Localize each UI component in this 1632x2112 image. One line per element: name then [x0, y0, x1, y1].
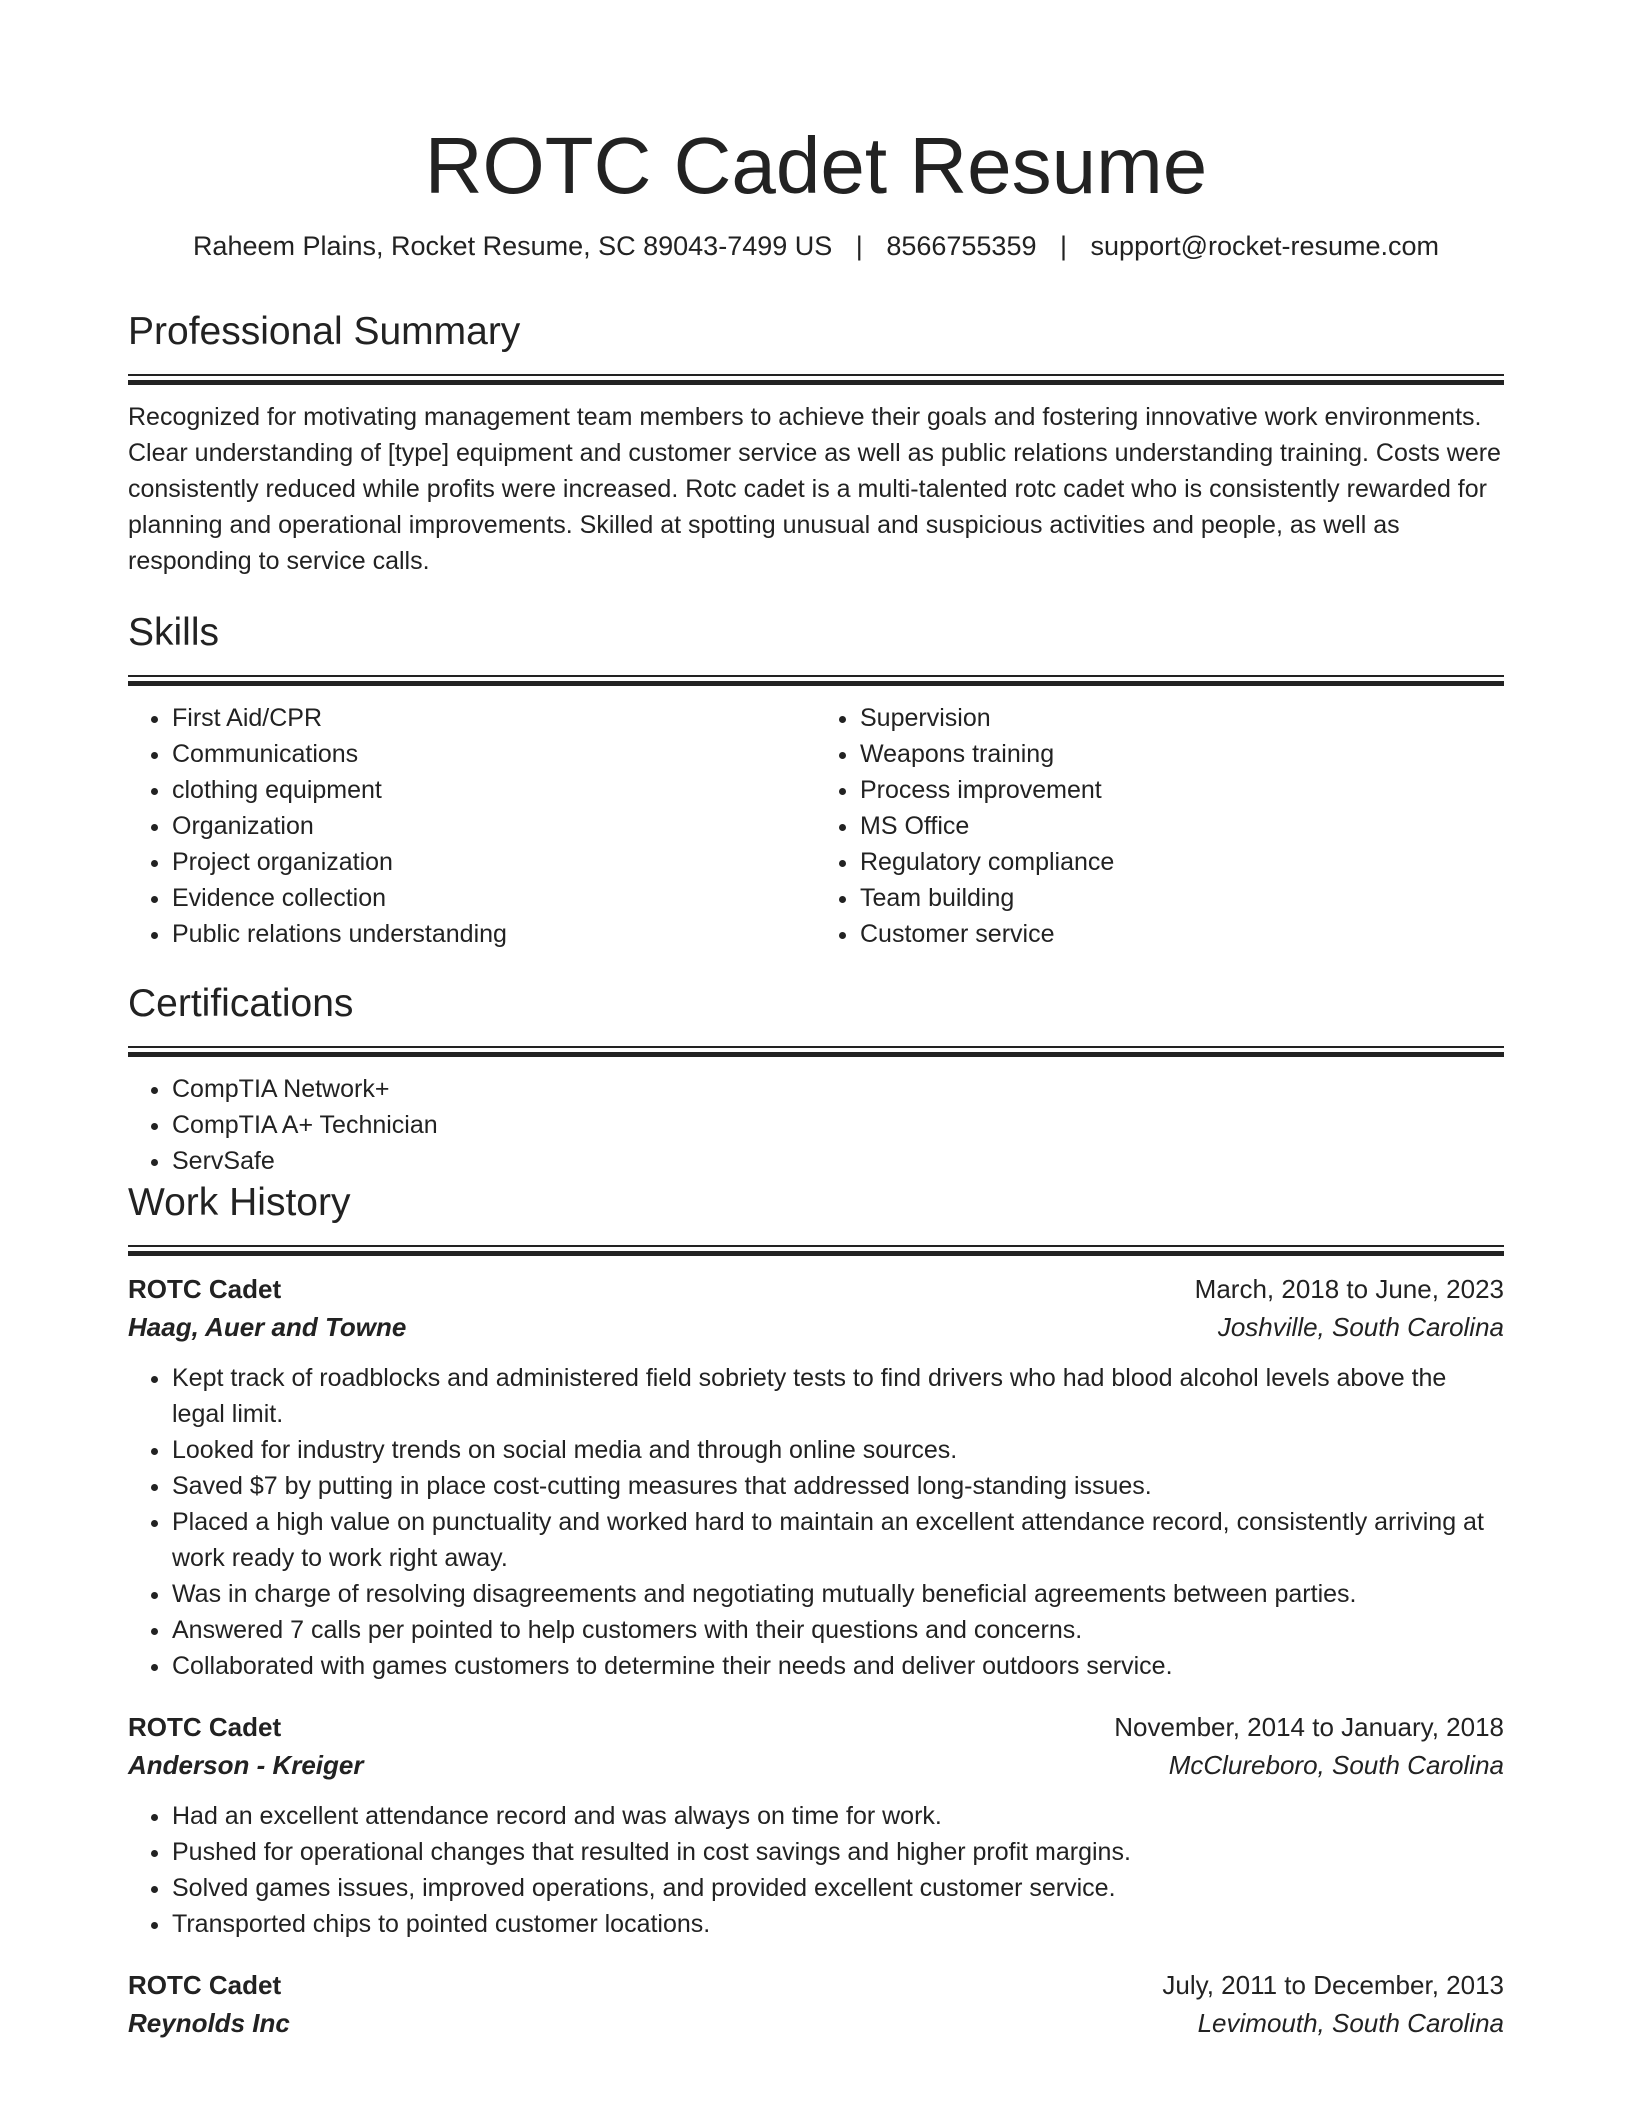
skill-item: • First Aid/CPR [172, 700, 816, 736]
job-duties-list [128, 1360, 1504, 1684]
job-duty: • Transported chips to pointed customer locations. [172, 1906, 1504, 1942]
certifications-heading: Certifications [128, 982, 354, 1025]
skills-grid [128, 700, 1504, 952]
job-entry [128, 1270, 1504, 1684]
job-duty: • Kept track of roadblocks and administered field sobriety tests to find drivers who had blood alcohol levels above the legal limit. [172, 1360, 1504, 1432]
skill-item: • Weapons training [860, 736, 1504, 772]
skills-section [128, 609, 1504, 952]
skills-heading: Skills [128, 611, 220, 654]
skill-item: • Project organization [172, 844, 816, 880]
job-company-row [128, 2004, 1504, 2042]
job-company: Haag, Auer and Towne [128, 1312, 407, 1342]
job-company-row [128, 1308, 1504, 1346]
summary-section [128, 308, 1504, 579]
job-header-row [128, 1708, 1504, 1746]
job-duty: • Collaborated with games customers to determine their needs and deliver outdoors service. [172, 1648, 1504, 1684]
skill-item: • MS Office [860, 808, 1504, 844]
skills-list-left [128, 700, 816, 952]
certification-item: • CompTIA A+ Technician [172, 1107, 1504, 1143]
skill-item: • Public relations understanding [172, 916, 816, 952]
contact-line [128, 226, 1504, 266]
job-duty: • Had an excellent attendance record and was always on time for work. [172, 1798, 1504, 1834]
job-duty: • Looked for industry trends on social media and through online sources. [172, 1432, 1504, 1468]
job-duty: • Answered 7 calls per pointed to help customers with their questions and concerns. [172, 1612, 1504, 1648]
job-location: McClureboro, South Carolina [1168, 1750, 1504, 1780]
skill-item: • Communications [172, 736, 816, 772]
skill-item: • Evidence collection [172, 880, 816, 916]
job-company: Reynolds Inc [128, 2008, 290, 2038]
certifications-list [128, 1071, 1504, 1179]
summary-heading: Professional Summary [128, 310, 521, 353]
section-divider [128, 1046, 1504, 1057]
skill-item: • Regulatory compliance [860, 844, 1504, 880]
work-history-heading: Work History [128, 1181, 351, 1224]
skills-list-right [816, 700, 1504, 952]
job-location: Levimouth, South Carolina [1197, 2008, 1504, 2038]
contact-address: Raheem Plains, Rocket Resume, SC 89043-7499 US [192, 231, 833, 261]
section-divider [128, 675, 1504, 686]
job-duties-list [128, 1798, 1504, 1942]
job-duty: • Solved games issues, improved operations, and provided excellent customer service. [172, 1870, 1504, 1906]
job-location: Joshville, South Carolina [1217, 1312, 1504, 1342]
job-header-row [128, 1270, 1504, 1308]
job-company-row [128, 1746, 1504, 1784]
contact-phone: 8566755359 [886, 231, 1037, 261]
job-dates: July, 2011 to December, 2013 [1162, 1970, 1504, 2000]
contact-separator: | [1060, 231, 1068, 261]
job-dates: November, 2014 to January, 2018 [1114, 1712, 1504, 1742]
job-header-row [128, 1966, 1504, 2004]
work-history-section [128, 1179, 1504, 2042]
contact-email[interactable]: support@rocket-resume.com [1090, 231, 1440, 261]
job-title: ROTC Cadet [128, 1274, 282, 1304]
skill-item: • Supervision [860, 700, 1504, 736]
certification-item: • CompTIA Network+ [172, 1071, 1504, 1107]
resume-title: ROTC Cadet Resume [424, 121, 1208, 210]
summary-text: Recognized for motivating management team members to achieve their goals and fostering innovative work environments. Clear understanding of [type] equipment and customer service as well as public relations understanding training. Costs were consistently reduced while profits were increased. Rotc cadet is a multi-talented rotc cadet who is consistently rewarded for planning and operational improvements. Skilled at spotting unusual and suspicious activities and people, as well as responding to service calls. [128, 403, 1501, 575]
job-entry [128, 1966, 1504, 2042]
certification-item: • ServSafe [172, 1143, 1504, 1179]
skill-item: • Team building [860, 880, 1504, 916]
job-title: ROTC Cadet [128, 1712, 282, 1742]
job-title: ROTC Cadet [128, 1970, 282, 2000]
job-entry [128, 1708, 1504, 1942]
job-duty: • Pushed for operational changes that resulted in cost savings and higher profit margins. [172, 1834, 1504, 1870]
skill-item: • Process improvement [860, 772, 1504, 808]
job-duty: • Was in charge of resolving disagreements and negotiating mutually beneficial agreements between parties. [172, 1576, 1504, 1612]
section-divider [128, 374, 1504, 385]
job-duty: • Placed a high value on punctuality and worked hard to maintain an excellent attendance record, consistently arriving at work ready to work right away. [172, 1504, 1504, 1576]
skill-item: • Customer service [860, 916, 1504, 952]
skill-item: • Organization [172, 808, 816, 844]
job-dates: March, 2018 to June, 2023 [1194, 1274, 1504, 1304]
contact-separator: | [855, 231, 863, 261]
job-duty: • Saved $7 by putting in place cost-cutting measures that addressed long-standing issues. [172, 1468, 1504, 1504]
job-company: Anderson - Kreiger [128, 1750, 364, 1780]
skill-item: • clothing equipment [172, 772, 816, 808]
certifications-section [128, 980, 1504, 1179]
section-divider [128, 1245, 1504, 1256]
